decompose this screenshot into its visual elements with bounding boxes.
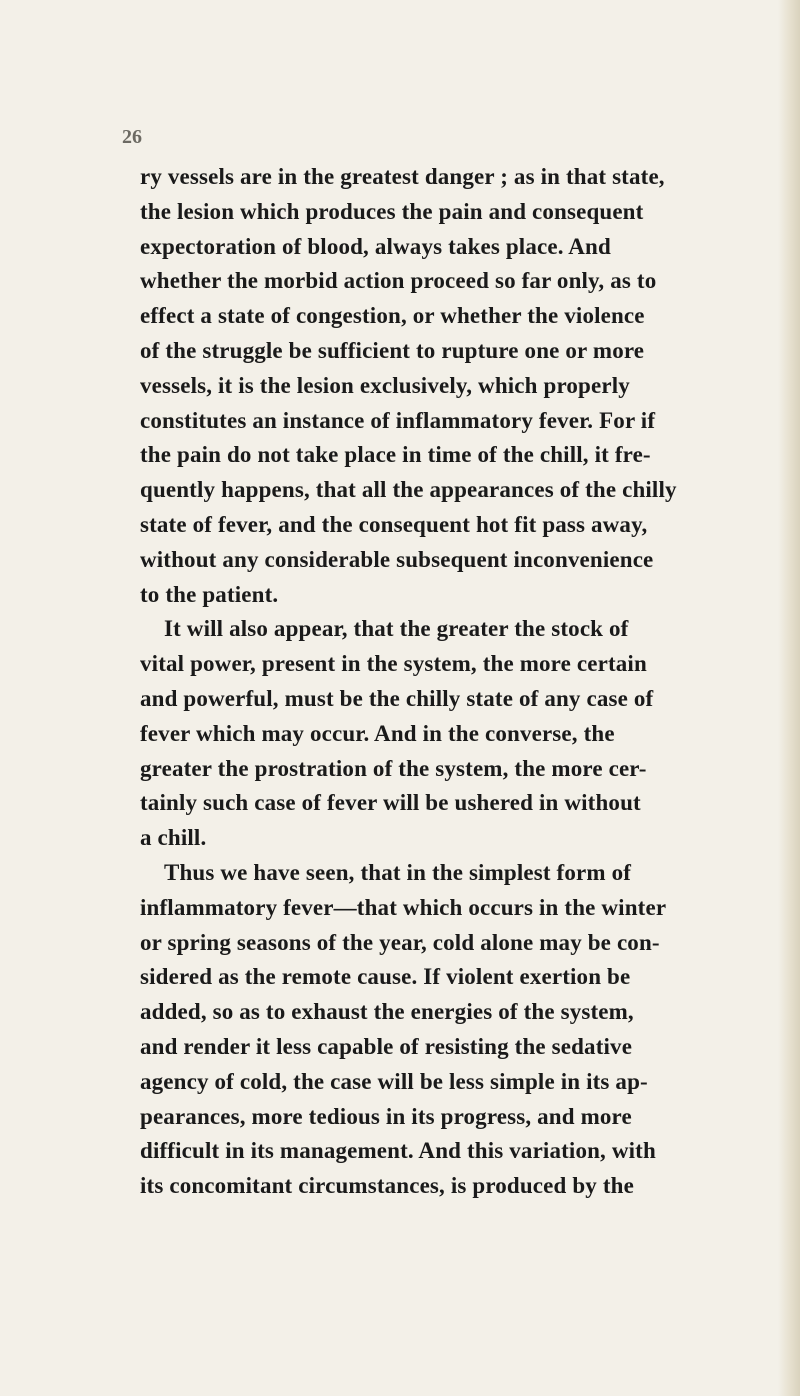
text-line: difficult in its management. And this variation, with <box>140 1138 656 1164</box>
text-line: to the patient. <box>140 581 279 607</box>
text-line: the pain do not take place in time of the chill, it fre- <box>140 442 651 468</box>
text-line: whether the morbid action proceed so far only, as to <box>140 268 657 294</box>
text-line: constitutes an instance of inflammatory fever. For if <box>140 407 656 433</box>
paragraph-start-line: It will also appear, that the greater the stock of <box>164 616 629 642</box>
text-line: agency of cold, the case will be less simple in its ap- <box>140 1068 648 1094</box>
text-line: quently happens, that all the appearances of the chilly <box>140 477 677 503</box>
text-line: pearances, more tedious in its progress, and more <box>140 1103 632 1129</box>
text-line: expectoration of blood, always takes place. And <box>140 233 611 259</box>
paragraph-start-line: Thus we have seen, that in the simplest form of <box>164 859 632 885</box>
text-line: of the struggle be sufficient to rupture one or more <box>140 337 645 363</box>
text-line: or spring seasons of the year, cold alone may be con- <box>140 929 660 955</box>
text-line: inflammatory fever—that which occurs in the winter <box>140 894 667 920</box>
text-line: sidered as the remote cause. If violent exertion be <box>140 964 631 990</box>
text-line: vessels, it is the lesion exclusively, which properly <box>140 372 630 398</box>
text-line: added, so as to exhaust the energies of the system, <box>140 999 634 1025</box>
text-line: and powerful, must be the chilly state of any case of <box>140 685 654 711</box>
text-line: effect a state of congestion, or whether the violence <box>140 303 645 329</box>
page-number: 26 <box>122 126 142 148</box>
text-line: a chill. <box>140 825 207 851</box>
text-line: state of fever, and the consequent hot fit pass away, <box>140 511 648 537</box>
text-line: without any considerable subsequent inconvenience <box>140 546 654 572</box>
text-line: the lesion which produces the pain and consequent <box>140 198 644 224</box>
text-line: fever which may occur. And in the converse, the <box>140 720 615 746</box>
body-text <box>140 160 790 1204</box>
text-line: its concomitant circumstances, is produced by the <box>140 1173 634 1199</box>
text-line: vital power, present in the system, the more certain <box>140 651 647 677</box>
text-line: tainly such case of fever will be ushered in without <box>140 790 641 816</box>
text-line: greater the prostration of the system, the more cer- <box>140 755 647 781</box>
text-line: and render it less capable of resisting the sedative <box>140 1033 633 1059</box>
text-line: ry vessels are in the greatest danger ; as in that state, <box>140 164 665 189</box>
